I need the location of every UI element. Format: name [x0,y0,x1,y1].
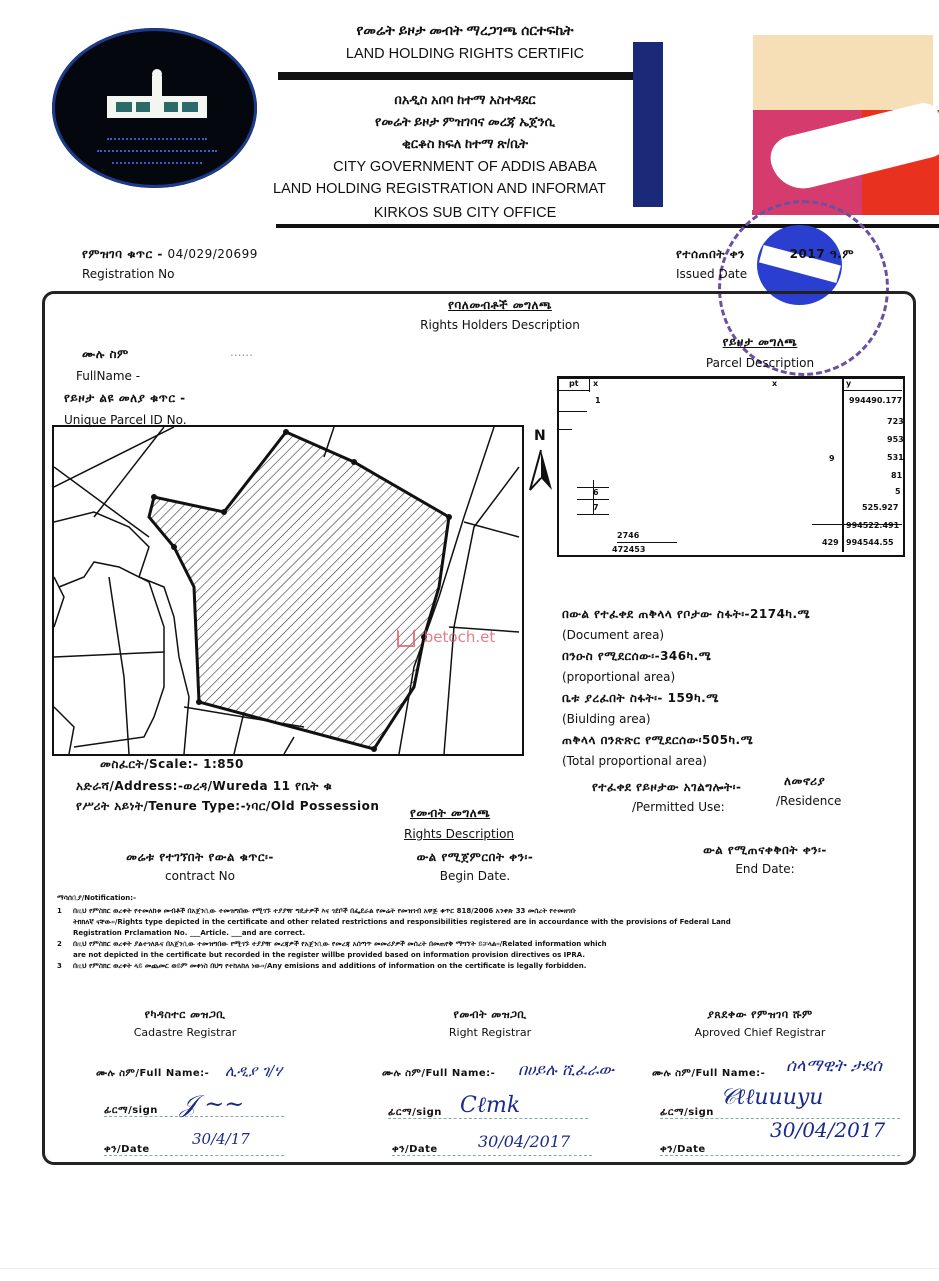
parcel-id-label-en: Unique Parcel ID No. [64,413,187,427]
parcel-map [52,425,524,756]
registration-label-en: Registration No [82,267,175,281]
registration-label-am: የምዝገባ ቁጥር - [82,247,163,261]
notification-number: 2 [57,940,62,948]
building-area-en: (Biulding area) [562,712,651,726]
signatory-role-en: Right Registrar [448,1026,532,1039]
tenure-type: የሥሪት አይነት/Tenure Type:-ነባር/Old Possession [76,799,380,813]
north-arrow-icon [528,448,554,494]
parcel-title-am: የይዞታ መግለጫ [722,335,798,349]
fullname-label: ሙሉ ስም/Full Name:- [652,1068,766,1079]
notification-item [57,906,907,972]
city-emblem-logo [52,28,257,188]
page-bottom-edge [0,1268,939,1281]
issued-date-row [676,247,854,262]
fullname-label: ሙሉ ስም/Full Name:- [96,1068,210,1079]
certificate-title-english: LAND HOLDING RIGHTS CERTIFIC [345,46,585,62]
notification-number: 1 [57,907,62,915]
permitted-use-value-en: /Residence [776,794,842,808]
coord-x: 429 [822,538,839,547]
sign-date: 30/4/17 [192,1130,250,1148]
signature: Cℓmk [460,1093,521,1118]
address: አድራሻ/Address:-ወረዳ/Wureda 11 የቤት ቁ [76,779,333,793]
redaction-block [753,35,933,110]
coord-y: 531 [887,453,904,462]
coord-y: 5 [895,487,901,496]
office-line-en-1: CITY GOVERNMENT OF ADDIS ABABA [333,159,597,175]
signatory-name: በሀይሉ ሺፈራው [518,1060,614,1079]
sign-label: ፊርማ/sign [660,1107,900,1119]
holders-title-am: የባለመብቶች መግለጫ [448,298,552,312]
notification-number: 3 [57,962,62,970]
total-proportional-area-am: ጠቅላላ በንጽጽር የሚደርሰው፡505ካ.ሜ [562,733,754,747]
sign-label: ፊርማ/sign [388,1107,588,1119]
permitted-use-label-am: የተፈቀደ የይዞታው አገልግሎት፡- [592,780,742,794]
notification-text: ትክክለኛ ናቸው፡፡/Rights type depicted in the certificate and other related restrictions and responsibilities registered are in accourdance with the provisions of Federal Land [73,918,731,926]
parcel-title-en: Parcel Description [705,356,815,370]
fullname-label: ሙሉ ስም/Full Name:- [382,1068,496,1079]
signatory-cadastre-registrar [60,1008,310,1039]
permitted-use-label-en: /Permitted Use: [632,800,725,814]
watermark-text: betoch.et [423,628,496,646]
fullname-label-en: FullName - [76,369,141,383]
coord-point: 6 [593,488,599,497]
holders-title-en: Rights Holders Description [420,318,580,332]
building-area-am: ቤቱ ያረፈበት ስፋት፡- 159ካ.ሜ [562,691,719,705]
signatory-role-en: Cadastre Registrar [133,1026,237,1039]
area-list [562,604,810,772]
logo-caption [112,162,202,166]
coordinate-table [557,376,903,554]
begin-date-label-en: Begin Date. [439,869,511,883]
coord-y: 525.927 [862,503,899,512]
registration-number-row [82,247,258,262]
end-date-label-am: ውል የሚጠናቀቅበት ቀን፡- [703,843,827,857]
coord-point: 1 [595,396,601,405]
total-proportional-area-en: (Total proportional area) [562,754,707,768]
proportional-area-en: (proportional area) [562,670,676,684]
notification-title: ማሳሰቢያ/Notification:- [57,894,136,902]
redaction-block [633,42,663,207]
signatory-name: ሰላማዊት ታደሰ [786,1056,882,1076]
logo-caption [107,138,207,142]
coord-y: 723 [887,417,904,426]
coord-y: 953 [887,435,904,444]
signatory-name: ሊዲያ ገ/ሃ [225,1062,283,1080]
coord-header-x2: x [772,379,778,388]
issued-label-am: የተሰጠበት ቀን [676,247,745,261]
coord-header-y: y [846,379,852,388]
fullname-value: ...... [230,345,253,359]
begin-date-label-am: ውል የሚጀምርበት ቀን፡- [416,850,534,864]
sign-date: 30/04/2017 [770,1118,886,1142]
sign-label: ፊርማ/sign [104,1105,284,1117]
city-hall-icon [102,68,212,128]
header-rule [278,72,636,80]
signature: 𝒥 ~~ [180,1090,245,1118]
redaction-block [663,40,753,210]
coord-point: 7 [593,503,599,512]
coord-y: 994522.491 [846,521,900,530]
watermark [397,628,495,647]
coord-y: 81 [891,471,903,480]
end-date-label-en: End Date: [735,862,795,876]
coord-point: 9 [829,454,835,463]
coord-x: 2746 [617,531,640,540]
notification-text: are not depicted in the certificate but recorded in the register willbe provided based on information provision directives os IPRA. [73,951,586,959]
map-scale: መስፈርት/Scale:- 1:850 [100,757,244,771]
office-line-en-3: KIRKOS SUB CITY OFFICE [373,205,557,221]
rights-title-am: የመብት መግለጫ [410,806,491,820]
certificate-title-amharic: የመሬት ይዞታ መብት ማረጋገጫ ሰርተፍኬት [356,22,574,38]
signatory-role-am: የመብት መዝጋቢ [453,1008,527,1021]
office-line-en-2: LAND HOLDING REGISTRATION AND INFORMAT [273,181,606,197]
office-line-am-2: የመሬት ይዞታ ምዝገባና መረጃ ኤጀንሲ [374,114,555,129]
signature: 𝒞ℓℓuuuyu [720,1085,824,1110]
date-label: ቀን/Date [392,1144,592,1156]
signatory-chief-registrar [660,1008,860,1039]
proportional-area-am: በንዑስ የሚደርሰው፡-346ካ.ሜ [562,649,712,663]
sign-date: 30/04/2017 [478,1132,571,1151]
rights-title-en: Rights Description [404,827,515,841]
signatory-role-en: Aproved Chief Registrar [694,1026,826,1039]
signatory-role-am: ያጸደቀው የምዝገባ ሹም [707,1008,813,1021]
issued-label-en: Issued Date [676,267,748,281]
coord-header-pt: pt [569,379,579,388]
coord-header-x: x [593,379,599,388]
fullname-label-am: ሙሉ ስም [82,347,129,361]
office-line-am-3: ቂርቆስ ክፍለ ከተማ ጽ/ቤት [402,136,528,151]
signatory-right-registrar [390,1008,590,1039]
coord-y: 994490.177 [849,396,903,405]
document-area-en: (Document area) [562,628,665,642]
registration-number: 04/029/20699 [167,247,258,261]
notification-text: በዚህ የምስክር ወረቀት ላይ መጨመር ወይም መቀነስ በህግ የተከለከለ ነው፡፡/Any emisions and additions of information on the certificate is legally forbidden. [73,962,587,970]
issued-date-value: 2017 ዓ.ም [789,247,855,261]
north-label: N [534,428,546,444]
date-label: ቀን/Date [660,1144,900,1156]
notification-text: በዚህ የምስክር ወረቀት ያልተገለጹና በአጀንሲው ተመዝግበው የሚገኙ ተያያዥ መረጃዎች የአጀንሲው የመረጃ አሰጣጥ መመሪያዎች መሰረት በመጠየቅ ማግኘት ይቻላል፡፡/Related information which [73,940,607,948]
permitted-use-value-am: ለመኖሪያ [784,774,826,788]
notification-text: Registration Prclamation No. ___Article. ___and are correct. [73,929,306,937]
coord-x: 472453 [612,545,646,554]
date-label: ቀን/Date [104,1144,284,1156]
logo-caption [97,150,217,154]
coord-y: 994544.55 [846,538,894,547]
house-icon [397,629,415,647]
office-line-am-1: በአዲስ አበባ ከተማ አስተዳደር [394,92,536,107]
contract-label-am: መሬቱ የተገኘበት የውል ቁጥር፡- [126,850,274,864]
notification-text: በዚህ የምስክር ወረቀት የተመለከቱ መብቶች በአጀንሲው ተመዝግበው የሚገኙ ተያያዥ ግዴታዎች እና ገደቦች በፌደራል የመሬት የመዝገብ አዋጅ ቁጥር 818/2006 አንቀጽ 33 መሰረት የተመዘገቡ [73,907,577,915]
document-area-am: በውል የተፈቀደ ጠቅላላ የቦታው ስፋት፡-2174ካ.ሜ [562,607,811,621]
parcel-polygon [149,432,449,749]
signatory-role-am: የካዳስተር መዝጋቢ [144,1008,226,1021]
parcel-id-label-am: የይዞታ ልዩ መለያ ቁጥር - [64,391,186,405]
contract-label-en: contract No [165,869,235,883]
